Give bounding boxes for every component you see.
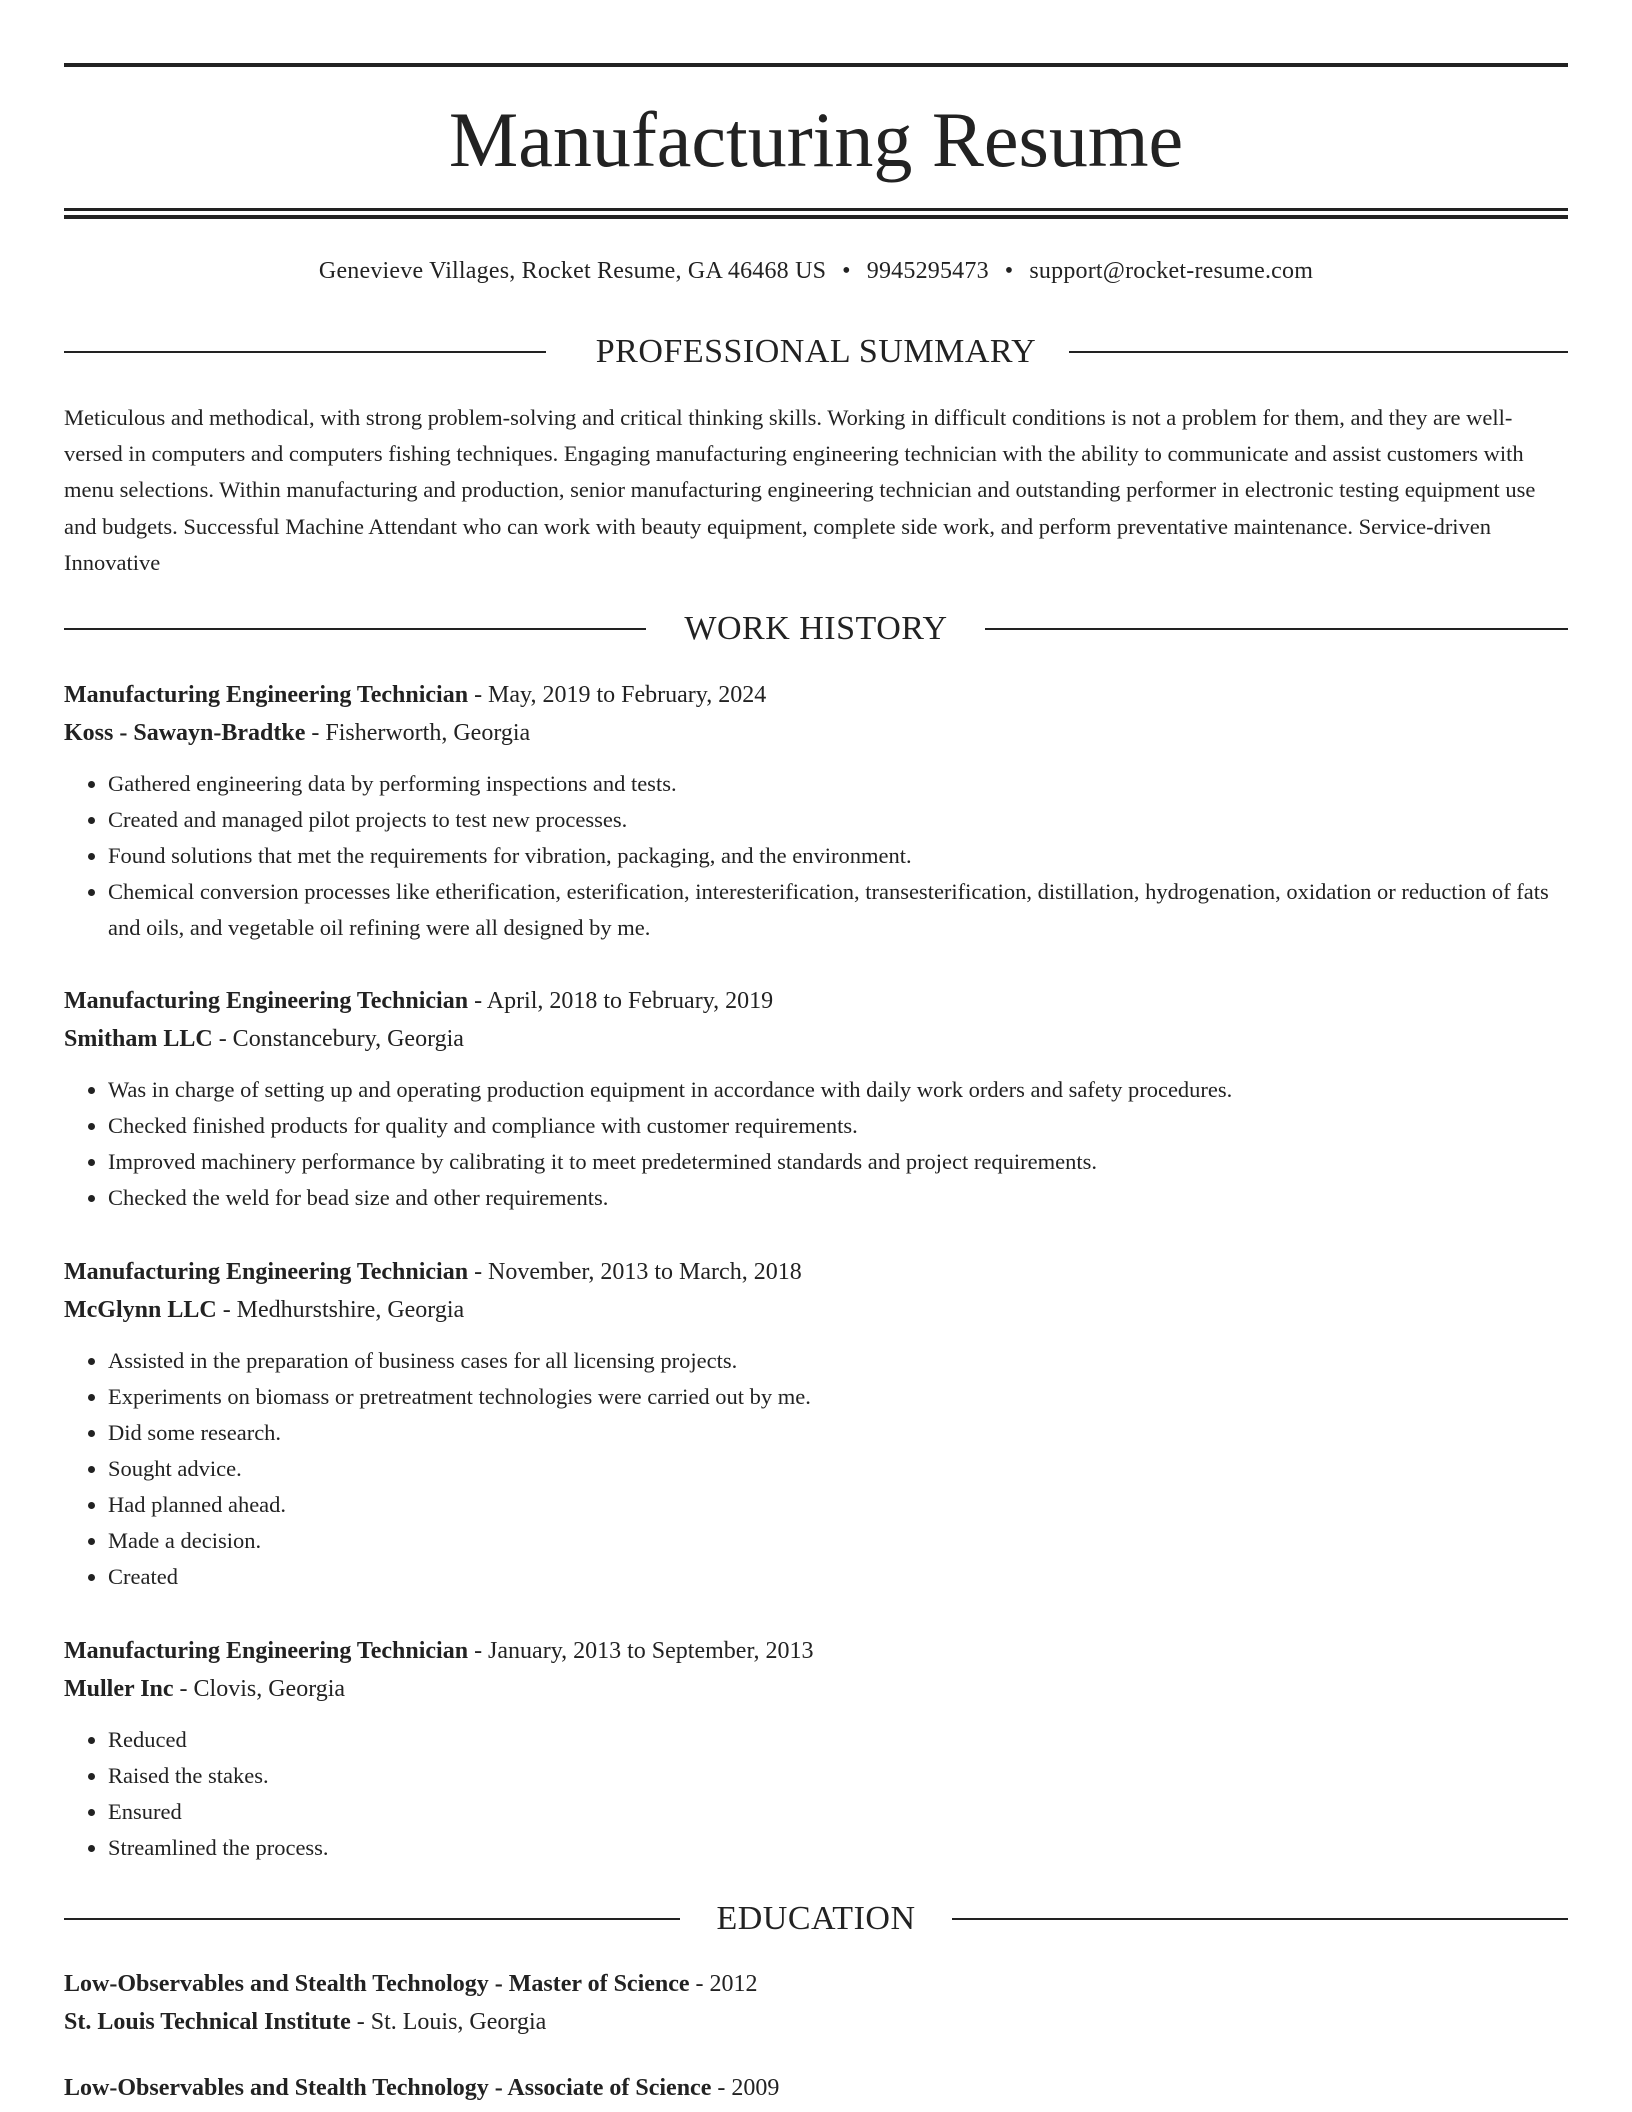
job-location: - Fisherworth, Georgia	[305, 720, 531, 746]
job-dates: - April, 2018 to February, 2019	[468, 988, 774, 1014]
section-heading-education	[64, 1897, 1568, 1941]
job-bullet: • Improved machinery performance by calibrating it to meet predetermined standards and project requirements.	[108, 1144, 1568, 1180]
contact-line	[64, 254, 1568, 288]
job-bullet: • Had planned ahead.	[108, 1487, 1568, 1523]
job-bullet: • Sought advice.	[108, 1451, 1568, 1487]
top-rule	[64, 63, 1568, 67]
job-entry	[64, 1632, 1568, 1866]
job-bullet: • Checked finished products for quality and compliance with customer requirements.	[108, 1108, 1568, 1144]
heading-rule-right	[1069, 351, 1568, 353]
job-bullets	[64, 1722, 1568, 1866]
education-year: - 2009	[711, 2075, 780, 2101]
job-location: - Clovis, Georgia	[173, 1676, 346, 1702]
heading-rule-right	[985, 628, 1568, 630]
education-location: - St. Louis, Georgia	[350, 2009, 547, 2035]
job-company: Smitham LLC	[64, 1026, 213, 1052]
job-bullet: • Reduced	[108, 1722, 1568, 1758]
job-entry	[64, 1253, 1568, 1595]
section-title-work: WORK HISTORY	[684, 610, 948, 647]
job-bullets	[64, 1072, 1568, 1216]
contact-address: Genevieve Villages, Rocket Resume, GA 46468 US	[318, 258, 827, 284]
contact-separator: •	[1004, 258, 1014, 284]
job-company: McGlynn LLC	[64, 1297, 217, 1323]
job-bullet: • Made a decision.	[108, 1523, 1568, 1559]
job-bullet: • Chemical conversion processes like etherification, esterification, interesterification, transesterification, distillation, hydrogenation, oxidation or reduction of fats and oils, and vegetable oil refining were all designed by me.	[108, 874, 1568, 946]
job-bullet: • Was in charge of setting up and operating production equipment in accordance with daily work orders and safety procedures.	[108, 1072, 1568, 1108]
section-heading-work	[64, 607, 1568, 651]
job-location: - Medhurstshire, Georgia	[216, 1297, 465, 1323]
page-title: Manufacturing Resume	[448, 96, 1184, 183]
job-dates: - January, 2013 to September, 2013	[468, 1638, 814, 1664]
job-bullet: • Did some research.	[108, 1415, 1568, 1451]
title-rule-lower	[64, 215, 1568, 219]
job-bullet: • Streamlined the process.	[108, 1830, 1568, 1866]
contact-phone: 9945295473	[866, 258, 989, 284]
job-bullet: • Created	[108, 1559, 1568, 1595]
title-rule-upper	[64, 208, 1568, 211]
heading-rule-right	[952, 1918, 1568, 1920]
job-title: Manufacturing Engineering Technician	[64, 1259, 469, 1285]
job-dates: - November, 2013 to March, 2018	[468, 1259, 802, 1285]
job-title: Manufacturing Engineering Technician	[64, 682, 469, 708]
job-bullet: • Gathered engineering data by performing inspections and tests.	[108, 766, 1568, 802]
job-company: Koss - Sawayn-Bradtke	[64, 720, 306, 746]
job-bullets	[64, 766, 1568, 946]
job-bullet: • Ensured	[108, 1794, 1568, 1830]
education-year: - 2012	[689, 1971, 758, 1997]
job-dates: - May, 2019 to February, 2024	[468, 682, 767, 708]
job-entry	[64, 982, 1568, 1216]
job-title: Manufacturing Engineering Technician	[64, 988, 469, 1014]
job-bullets	[64, 1343, 1568, 1595]
section-title-education: EDUCATION	[716, 1900, 916, 1937]
section-title-summary: PROFESSIONAL SUMMARY	[595, 333, 1037, 370]
summary-paragraph: Meticulous and methodical, with strong problem-solving and critical thinking skills. Working in difficult conditions is not a problem for them, and they are well-versed in computers and computers fishing techniques. Engaging manufacturing engineering technician with the ability to communicate and assist customers with menu selections. Within manufacturing and production, senior manufacturing engineering technician and outstanding performer in electronic testing equipment use and budgets. Successful Machine Attendant who can work with beauty equipment, complete side work, and perform preventative maintenance. Service-driven Innovative	[64, 405, 1536, 575]
job-title: Manufacturing Engineering Technician	[64, 1638, 469, 1664]
section-heading-summary	[64, 330, 1568, 374]
education-degree: Low-Observables and Stealth Technology - Master of Science	[64, 1971, 690, 1997]
job-bullet: • Checked the weld for bead size and other requirements.	[108, 1180, 1568, 1216]
job-company: Muller Inc	[64, 1676, 174, 1702]
job-bullet: • Found solutions that met the requirements for vibration, packaging, and the environment.	[108, 838, 1568, 874]
job-bullet: • Raised the stakes.	[108, 1758, 1568, 1794]
education-entry	[64, 2069, 1568, 2107]
job-bullet: • Assisted in the preparation of business cases for all licensing projects.	[108, 1343, 1568, 1379]
contact-separator: •	[842, 258, 851, 284]
contact-email: support@rocket-resume.com	[1029, 258, 1314, 284]
job-bullet: • Created and managed pilot projects to test new processes.	[108, 802, 1568, 838]
job-location: - Constancebury, Georgia	[212, 1026, 464, 1052]
education-school: St. Louis Technical Institute	[64, 2009, 351, 2035]
job-bullet: • Experiments on biomass or pretreatment technologies were carried out by me.	[108, 1379, 1568, 1415]
education-degree: Low-Observables and Stealth Technology - Associate of Science	[64, 2075, 712, 2101]
job-entry	[64, 676, 1568, 946]
education-entry	[64, 1965, 1568, 2041]
